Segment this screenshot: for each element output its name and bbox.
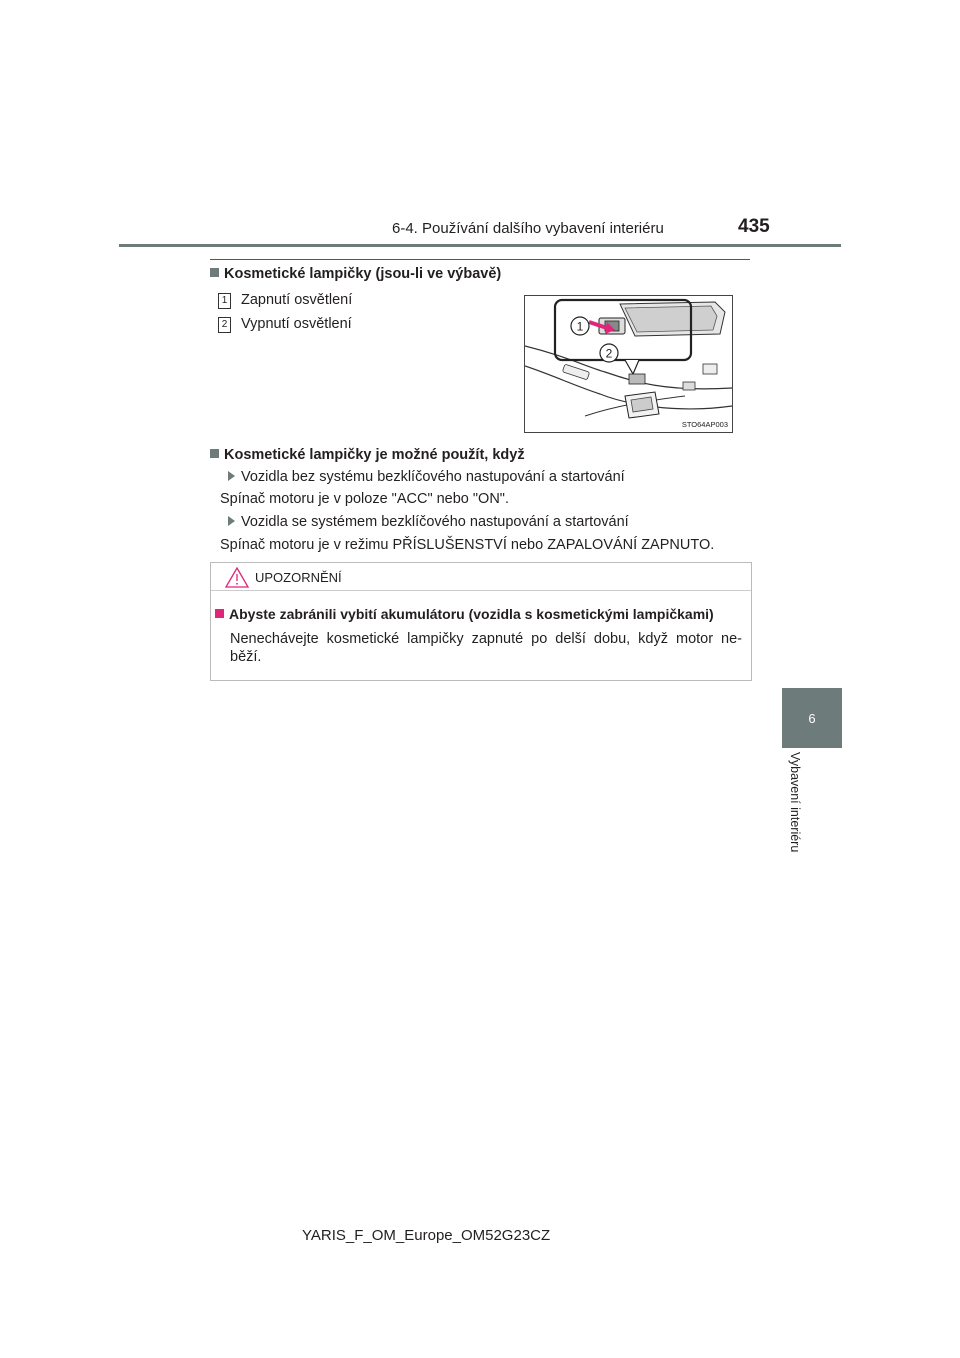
vanity-light-illustration (524, 295, 733, 433)
header-rule (119, 244, 841, 247)
section-title: 6-4. Používání dalšího vybavení interiéru (392, 220, 664, 237)
triangle-bullet-icon (228, 516, 235, 526)
number-2-icon: 2 (218, 317, 231, 333)
caution-title: UPOZORNĚNÍ (255, 570, 342, 585)
chapter-number: 6 (808, 710, 816, 726)
caution-heading: Abyste zabránili vybití akumulátoru (vozidla s kosmetickými lampičkami) (215, 606, 714, 622)
square-bullet-icon (210, 268, 219, 277)
item-label: Vypnutí osvětlení (241, 316, 352, 332)
triangle-bullet-icon (228, 471, 235, 481)
chapter-title: Vybavení interiéru (788, 752, 802, 853)
headliner-drawing (525, 296, 732, 432)
list-item: Vozidla bez systému bezklíčového nastupování a startování (228, 469, 625, 485)
item-label: Zapnutí osvětlení (241, 292, 353, 308)
square-bullet-icon (210, 449, 219, 458)
list-item (218, 316, 352, 333)
usage-text-2: Spínač motoru je v režimu PŘÍSLUŠENSTVÍ nebo ZAPALOVÁNÍ ZAPNUTO. (220, 537, 715, 553)
chapter-tab[interactable] (782, 688, 842, 748)
list-item: Vozidla se systémem bezklíčového nastupování a startování (228, 514, 629, 530)
pink-square-bullet-icon (215, 609, 224, 618)
usage-heading: Kosmetické lampičky je možné použít, když (210, 447, 525, 463)
warning-icon (225, 567, 249, 588)
caution-title-bar (211, 563, 751, 591)
callout-2: 2 (605, 346, 613, 361)
vanity-lights-heading: Kosmetické lampičky (jsou-li ve výbavě) (210, 266, 501, 282)
page-number: 435 (738, 216, 770, 237)
section-rule (210, 259, 750, 260)
list-item (218, 292, 352, 309)
callout-1: 1 (576, 319, 584, 334)
figure-code: STO64AP003 (681, 420, 728, 429)
number-1-icon: 1 (218, 293, 231, 309)
document-id: YARIS_F_OM_Europe_OM52G23CZ (302, 1227, 551, 1244)
caution-box (210, 562, 752, 681)
usage-text-1: Spínač motoru je v poloze "ACC" nebo "ON". (220, 491, 509, 507)
caution-text-line2: běží. (230, 649, 262, 665)
caution-text-line1: Nenechávejte kosmetické lampičky zapnuté po delší dobu, když motor ne- (230, 631, 742, 647)
